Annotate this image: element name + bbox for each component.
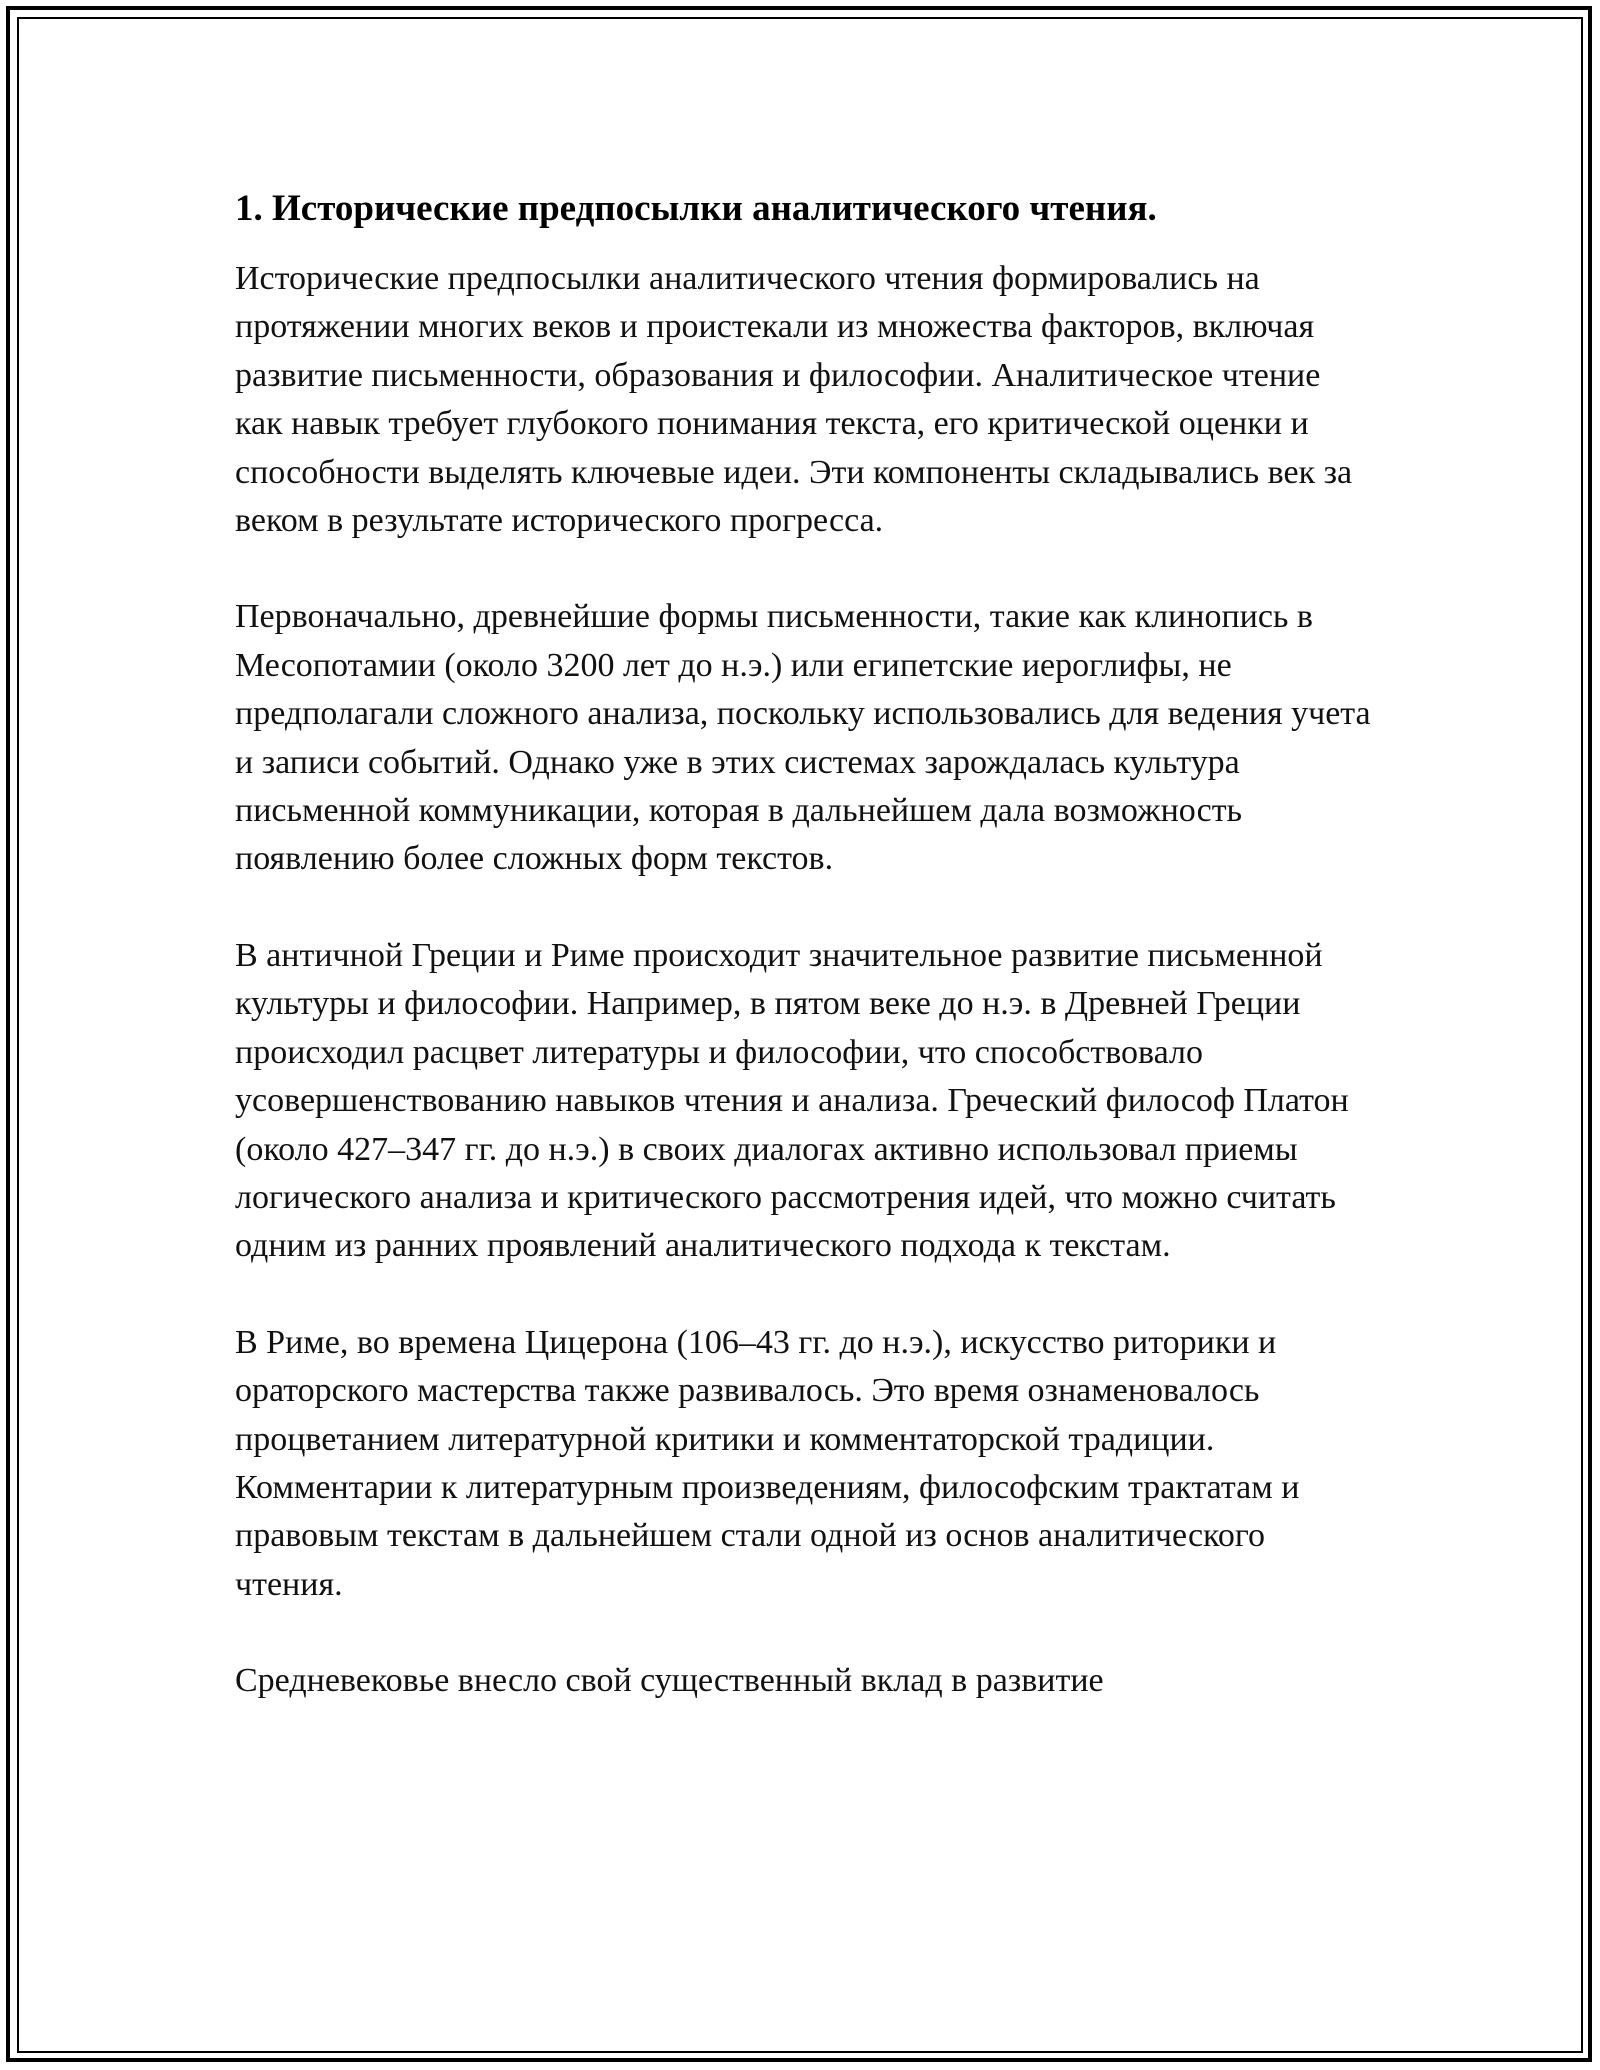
paragraph-2: Первоначально, древнейшие формы письменности, такие как клинопись в Месопотамии (около 3200 лет до н.э.) или египетские иероглифы, не предполагали сложного анализа, поскольку использовались для ведения учета и записи событий. Однако уже в этих системах зарождалась культура письменной коммуникации, которая в дальнейшем дала возможность появлению более сложных форм текстов. (235, 598, 1371, 878)
paragraph-3: В античной Греции и Риме происходит значительное развитие письменной культуры и философии. Например, в пятом веке до н.э. в Древней Греции происходил расцвет литературы и философии, что способствовало усовершенствованию навыков чтения и анализа. Греческий философ Платон (около 427–347 гг. до н.э.) в своих диалогах активно использовал приемы логического анализа и критического рассмотрения идей, что можно считать одним из ранних проявлений аналитического подхода к текстам. (235, 936, 1349, 1265)
paragraph-4: В Риме, во времена Цицерона (106–43 гг. до н.э.), искусство риторики и ораторского мастерства также развивалось. Это время ознаменовалось процветанием литературной критики и комментаторской традиции. Комментарии к литературным произведениям, философским трактатам и правовым текстам в дальнейшем стали одной из основ аналитического чтения. (235, 1323, 1300, 1603)
document-body (235, 185, 1375, 1754)
section-heading: 1. Исторические предпосылки аналитического чтения. (235, 188, 1157, 229)
paragraph-1: Исторические предпосылки аналитического чтения формировались на протяжении многих веков и проистекали из множества факторов, включая развитие письменности, образования и философии. Аналитическое чтение как навык требует глубокого понимания текста, его критической оценки и способности выделять ключевые идеи. Эти компоненты складывались век за веком в результате исторического прогресса. (235, 260, 1353, 540)
paragraph-5: Средневековье внесло свой существенный вклад в развитие (235, 1662, 1104, 1700)
